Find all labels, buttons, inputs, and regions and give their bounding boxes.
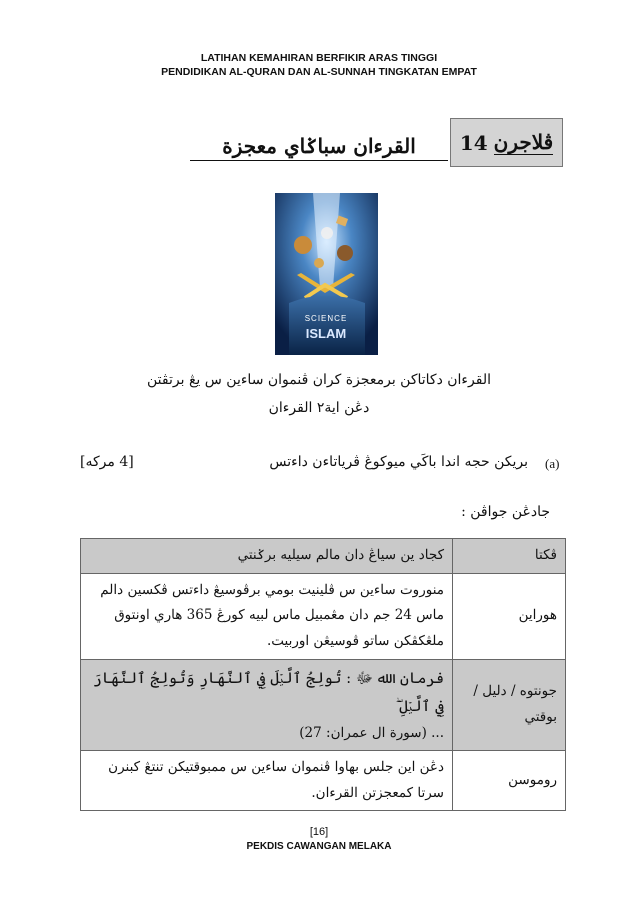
lesson-title: القرءان سباݢاي معجزة	[190, 134, 448, 161]
image-text	[305, 314, 348, 341]
question-marks: [4 مركه]	[80, 454, 134, 470]
table-row-value: دڠن اين جلس بهاوا ڤنموان ساءين س ممبوقتيكن تنتڠ كبنرن سرتا كمعجزتن القرءان.	[81, 751, 453, 811]
lesson-label: ڤلاجرن	[493, 130, 554, 154]
question-label: (a)	[545, 456, 560, 471]
table-row	[81, 573, 566, 659]
table-row	[81, 659, 566, 751]
table-header-row	[81, 539, 566, 574]
quran-verse: فرمان الله ﷻ : تُولِجُ ٱلَّيۡلَ فِي ٱلنَّهَارِ وَتُولِجُ ٱلنَّهَارَ فِي ٱلَّيۡلِ ۖ	[93, 668, 444, 716]
page-number: [16]	[309, 826, 329, 838]
lesson-number: 14	[459, 130, 488, 155]
table-header-key: ڤكتا	[453, 539, 566, 574]
caption-line-1: القرءان دكاتاكن برمعجزة كران ڤنموان ساءين س يڠ برتڤتن	[147, 372, 491, 388]
answer-table	[80, 538, 566, 811]
header-line-2: PENDIDIKAN AL-QURAN DAN AL-SUNNAH TINGKATAN EMPAT	[161, 66, 477, 78]
svg-text:SCIENCE: SCIENCE	[304, 314, 348, 323]
svg-text:ISLAM: ISLAM	[305, 326, 347, 341]
table-row-key: هوراين	[453, 573, 566, 659]
lesson-number-box	[450, 118, 563, 167]
table-header-value: كجاد ين سياڠ دان مالم سيليه برݢنتي	[81, 539, 453, 574]
table-row-key: روموسن	[453, 751, 566, 811]
caption-line-2: دڠن اية٢ القرءان	[268, 400, 370, 416]
question-text: بريكن حجه اندا باكَي ميوكوڠ ڤرياتاءن داءتس	[269, 454, 528, 470]
verse-reference: ... (سورة ال عمران: 27)	[299, 724, 444, 741]
answer-intro: جادڠن جواڤن :	[461, 504, 550, 520]
table-row-value: منوروت ساءين س ڤلينيت بومي برڤوسيڠ داءتس ڤكسين دالم ماس 24 جم دان مڠمبيل ماس لبيه كورڠ 365 هاري اونتوق ملڠكڤكن ساتو ڤوسيڠن اوربيت.	[81, 573, 453, 659]
table-row	[81, 751, 566, 811]
table-row-value	[81, 659, 453, 751]
table-row-key: جونتوه / دليل / بوقتي	[453, 659, 566, 751]
science-islam-image	[275, 193, 378, 355]
header-line-1: LATIHAN KEMAHIRAN BERFIKIR ARAS TINGGI	[200, 52, 438, 64]
footer-publisher: PEKDIS CAWANGAN MELAKA	[246, 841, 392, 852]
